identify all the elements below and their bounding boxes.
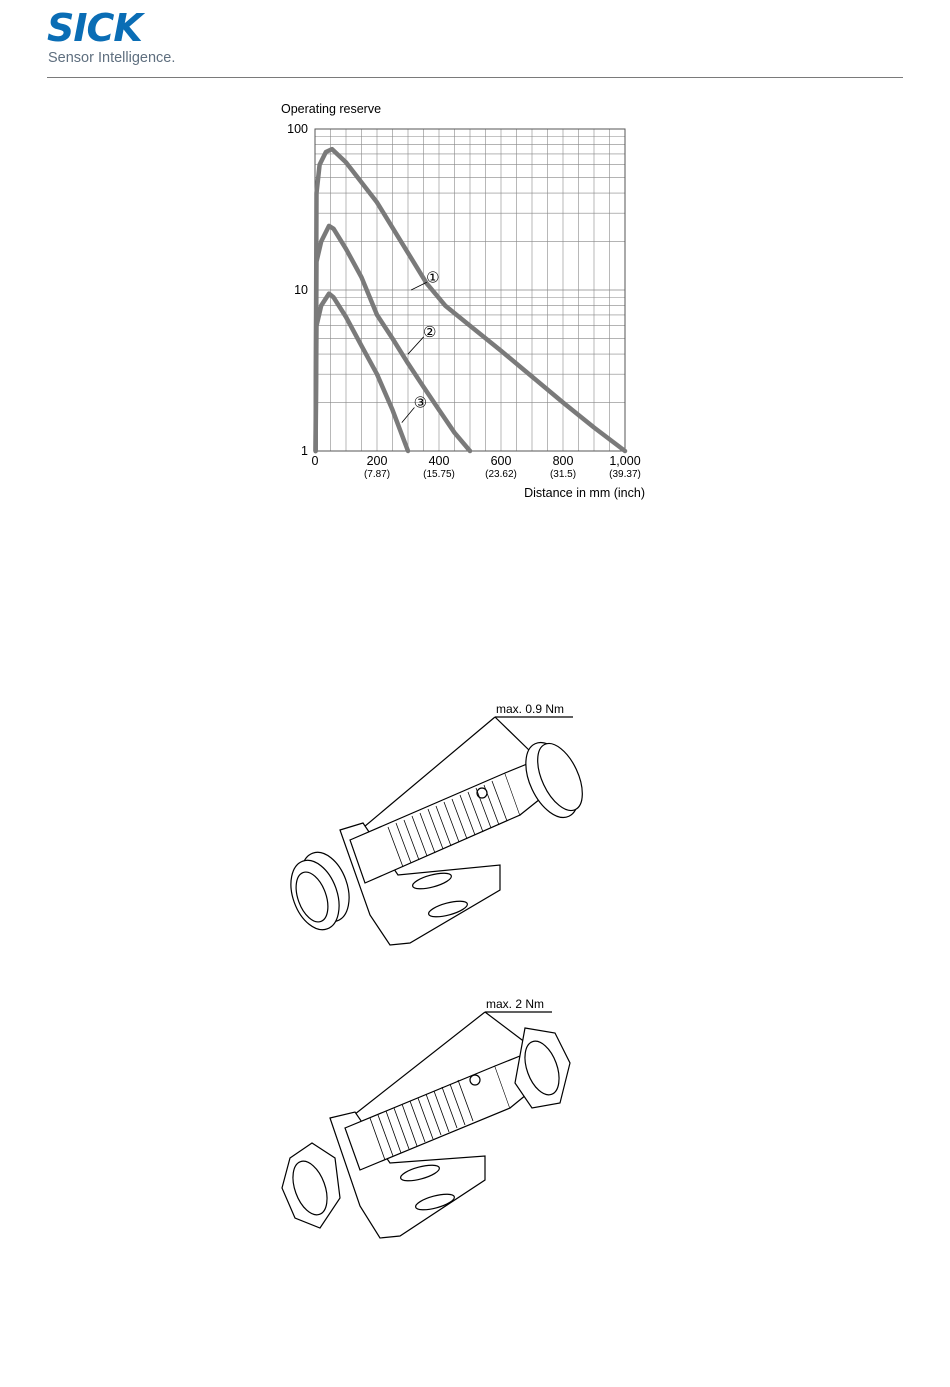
torque-label-1: max. 0.9 Nm <box>496 702 565 716</box>
x-tick-sublabel: (23.62) <box>485 469 517 480</box>
x-tick-sublabel: (39.37) <box>609 469 641 480</box>
x-tick-label: 0 <box>311 454 319 468</box>
y-tick-label: 1 <box>301 444 308 458</box>
x-tick-sublabel: (31.5) <box>549 469 577 480</box>
logo-tagline: Sensor Intelligence. <box>48 50 176 66</box>
x-tick-label: 1,000 <box>609 454 641 468</box>
x-tick-label: 200 <box>366 454 388 468</box>
sensor-mounting-figure-metal-nut <box>270 988 600 1248</box>
series-marker-leader <box>408 337 424 354</box>
x-tick-label: 400 <box>428 454 450 468</box>
x-axis-label: Distance in mm (inch) <box>524 486 645 500</box>
series-marker-leader <box>411 282 427 290</box>
torque-label-2: max. 2 Nm <box>486 997 545 1011</box>
x-tick-sublabel: (15.75) <box>423 469 455 480</box>
operating-reserve-chart <box>270 96 670 516</box>
series-marker-label-1: ① <box>426 269 440 287</box>
logo-wordmark: SICK <box>47 6 142 50</box>
x-tick-label: 800 <box>552 454 574 468</box>
header-divider <box>47 77 903 78</box>
y-tick-label: 10 <box>294 283 308 297</box>
x-tick-sublabel: (7.87) <box>363 469 391 480</box>
series-marker-label-2: ② <box>422 323 437 341</box>
sensor-mounting-figure-plastic-nut <box>270 695 600 955</box>
chart-title: Operating reserve <box>281 102 382 116</box>
x-tick-label: 600 <box>490 454 512 468</box>
series-marker-label-3: ③ <box>413 394 428 412</box>
y-tick-label: 100 <box>287 122 308 136</box>
